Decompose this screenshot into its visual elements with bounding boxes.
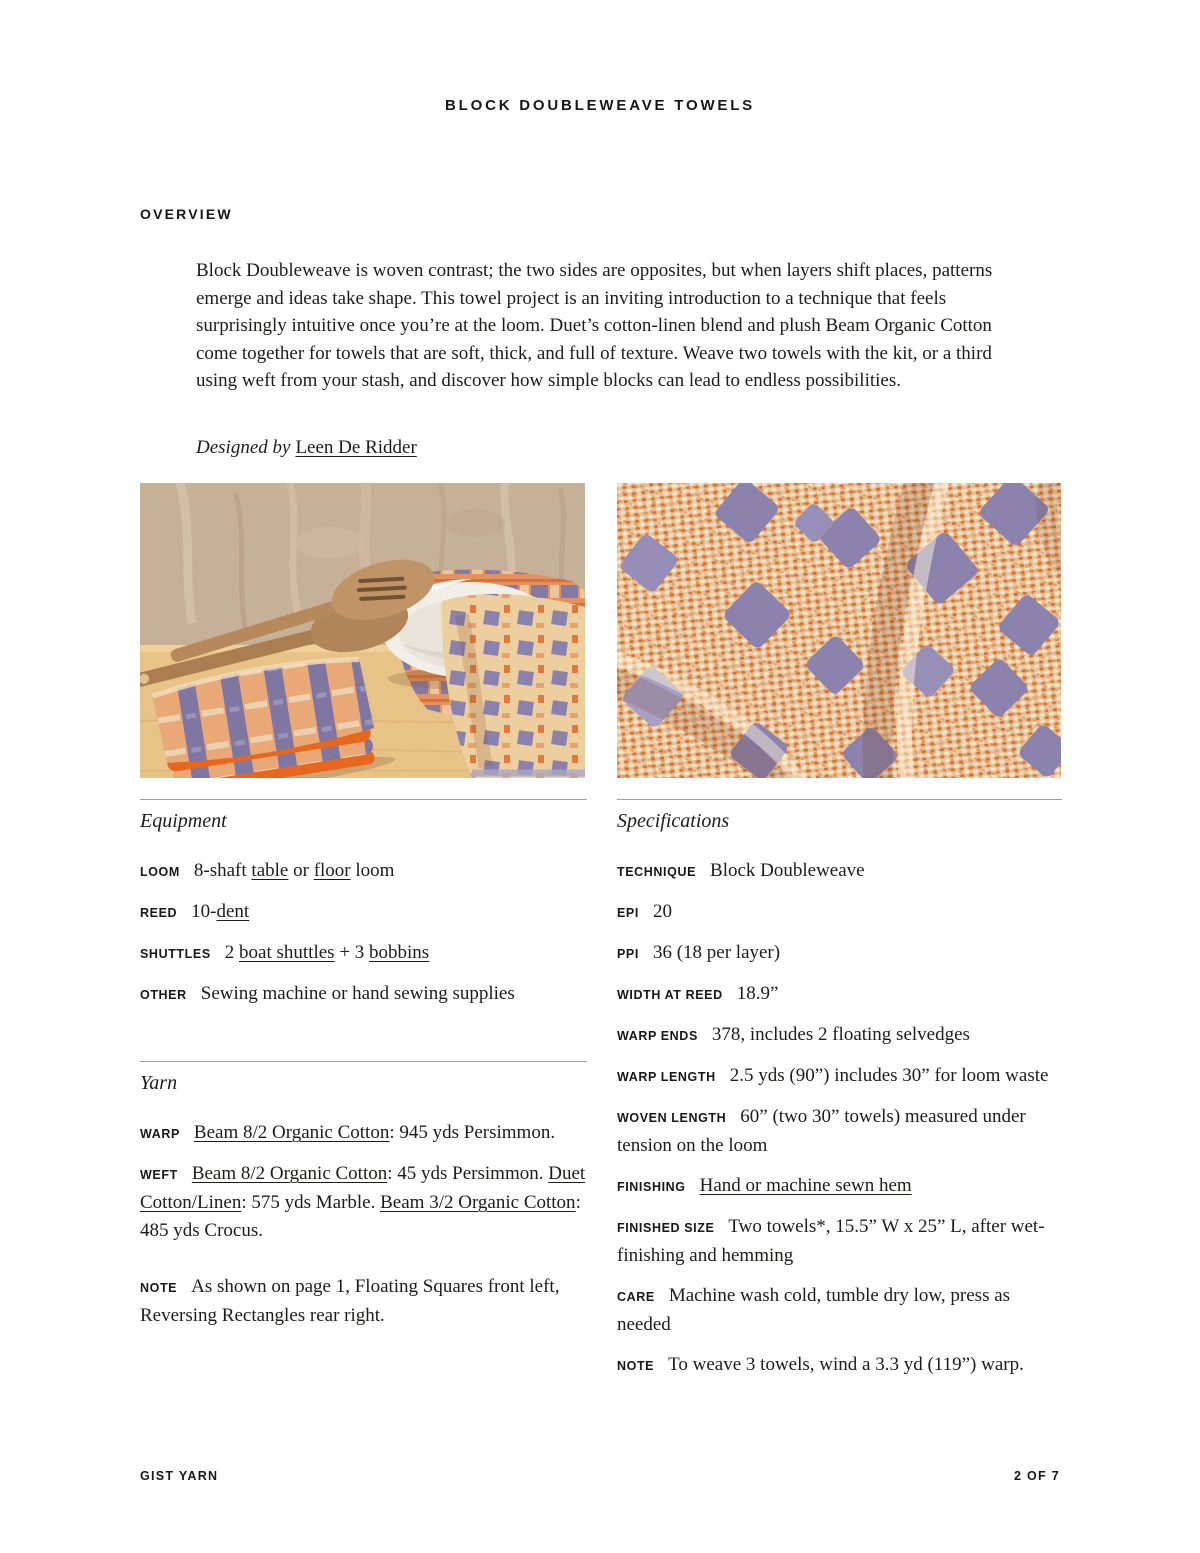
equipment-heading: Equipment: [140, 810, 227, 832]
row-text: Block Doubleweave: [710, 860, 865, 881]
spec-row: [617, 939, 1062, 968]
inline-link[interactable]: Beam 8/2 Organic Cotton: [193, 1122, 390, 1143]
row-text: Two towels*, 15.5” W x 25” L, after wet-finishing and hemming: [617, 1216, 1045, 1266]
section-divider: [617, 799, 1062, 800]
spec-row: [617, 857, 1062, 886]
row-label: NOTE: [140, 1281, 178, 1295]
row-label: WOVEN LENGTH: [617, 1111, 727, 1125]
specifications-rows: [617, 857, 1062, 1380]
specifications-section: [617, 799, 1062, 1380]
row-text: : 945 yds Persimmon.: [389, 1122, 556, 1143]
overview-heading: OVERVIEW: [140, 206, 233, 222]
row-text: + 3: [334, 942, 370, 963]
row-text: 20: [652, 901, 672, 922]
row-text: To weave 3 towels, wind a 3.3 yd (119”) warp.: [668, 1354, 1024, 1375]
row-label: WIDTH AT REED: [617, 988, 723, 1002]
specifications-heading: Specifications: [617, 810, 730, 832]
section-divider: [140, 1061, 587, 1062]
document-title: BLOCK DOUBLEWEAVE TOWELS: [445, 97, 755, 114]
equipment-rows: [140, 857, 587, 1009]
row-label: WEFT: [140, 1168, 178, 1182]
yarn-heading: Yarn: [140, 1072, 178, 1094]
row-label: WARP ENDS: [617, 1029, 698, 1043]
spec-row: [617, 1172, 1062, 1201]
inline-link[interactable]: Beam 3/2 Organic Cotton: [380, 1192, 576, 1213]
row-text: 2.5 yds (90”) includes 30” for loom waste: [729, 1065, 1049, 1086]
row-text: Sewing machine or hand sewing supplies: [200, 983, 515, 1004]
spec-row: [617, 1213, 1062, 1270]
row-text: : 485 yds Crocus.: [140, 1192, 581, 1241]
spec-row: [617, 1351, 1062, 1380]
row-text: 2: [224, 942, 240, 963]
row-label: OTHER: [140, 988, 187, 1002]
inline-link[interactable]: table: [251, 860, 289, 881]
row-label: LOOM: [140, 865, 180, 879]
spec-row: [140, 1119, 587, 1148]
designer-credit: [196, 437, 417, 459]
spec-row: [140, 1273, 587, 1330]
spec-row: [617, 1282, 1062, 1339]
row-label: PPI: [617, 947, 639, 961]
row-text: 60” (two 30” towels) measured under tension on the loom: [617, 1106, 1026, 1156]
row-text: loom: [350, 860, 395, 881]
row-text: 18.9”: [736, 983, 779, 1004]
equipment-section: [140, 799, 587, 1009]
spec-row: [617, 1103, 1062, 1160]
row-text: 36 (18 per layer): [652, 942, 781, 963]
inline-link[interactable]: boat shuttles: [239, 942, 335, 963]
towels-styled-photo: [140, 483, 585, 778]
overview-paragraph: Block Doubleweave is woven contrast; the two sides are opposites, but when layers shift places, patterns emerge and ideas take shape. This towel project is an inviting introduction to a technique that feels surprisingly intuitive once you’re at the loom. Duet’s cotton-linen blend and plush Beam Organic Cotton come together for towels that are soft, thick, and full of texture. Weave two towels with the kit, or a third using weft from your stash, and discover how simple blocks can lead to endless possibilities.: [196, 260, 993, 391]
towels-photo-illustration: [140, 483, 585, 778]
row-text: or: [288, 860, 314, 881]
publisher-name: GIST YARN: [140, 1469, 219, 1483]
row-text: 8-shaft: [193, 860, 252, 881]
fabric-photo-illustration: [617, 483, 1061, 778]
spec-row: [140, 857, 587, 886]
row-label: EPI: [617, 906, 639, 920]
row-label: WARP: [140, 1127, 180, 1141]
spec-row: [617, 1062, 1062, 1091]
inline-link[interactable]: floor: [313, 860, 351, 881]
spec-row: [617, 898, 1062, 927]
spec-row: [617, 1021, 1062, 1050]
row-label: TECHNIQUE: [617, 865, 697, 879]
yarn-section: [140, 1061, 587, 1330]
row-label: SHUTTLES: [140, 947, 211, 961]
row-text: : 575 yds Marble.: [241, 1192, 381, 1213]
page-footer: [140, 1469, 1060, 1483]
spec-row: [140, 980, 587, 1009]
row-label: NOTE: [617, 1359, 655, 1373]
page-number: 2 OF 7: [1013, 1469, 1060, 1483]
row-text: Machine wash cold, tumble dry low, press as needed: [617, 1285, 1011, 1335]
inline-link[interactable]: Hand or machine sewn hem: [699, 1175, 912, 1196]
row-label: FINISHING: [617, 1180, 686, 1194]
spec-row: [617, 980, 1062, 1009]
inline-link[interactable]: Beam 8/2 Organic Cotton: [191, 1163, 388, 1184]
row-text: As shown on page 1, Floating Squares front left, Reversing Rectangles rear right.: [140, 1276, 560, 1326]
right-column: [617, 799, 1062, 1392]
inline-link[interactable]: bobbins: [369, 942, 430, 963]
row-label: CARE: [617, 1290, 655, 1304]
row-label: REED: [140, 906, 178, 920]
spec-row: [140, 1160, 587, 1245]
spec-row: [140, 898, 587, 927]
left-column: [140, 799, 587, 1342]
row-label: WARP LENGTH: [617, 1070, 716, 1084]
inline-link[interactable]: dent: [216, 901, 250, 922]
row-label: FINISHED SIZE: [617, 1221, 715, 1235]
yarn-rows: [140, 1119, 587, 1330]
row-text: : 45 yds Persimmon.: [387, 1163, 549, 1184]
row-text: 378, includes 2 floating selvedges: [711, 1024, 970, 1045]
fabric-closeup-photo: [617, 483, 1061, 778]
spec-row: [140, 939, 587, 968]
row-text: 10-: [191, 901, 217, 922]
section-divider: [140, 799, 587, 800]
designed-by-label: Designed by: [196, 437, 291, 458]
inline-link[interactable]: Duet Cotton/Linen: [140, 1163, 586, 1213]
designer-link[interactable]: Leen De Ridder: [295, 437, 417, 458]
